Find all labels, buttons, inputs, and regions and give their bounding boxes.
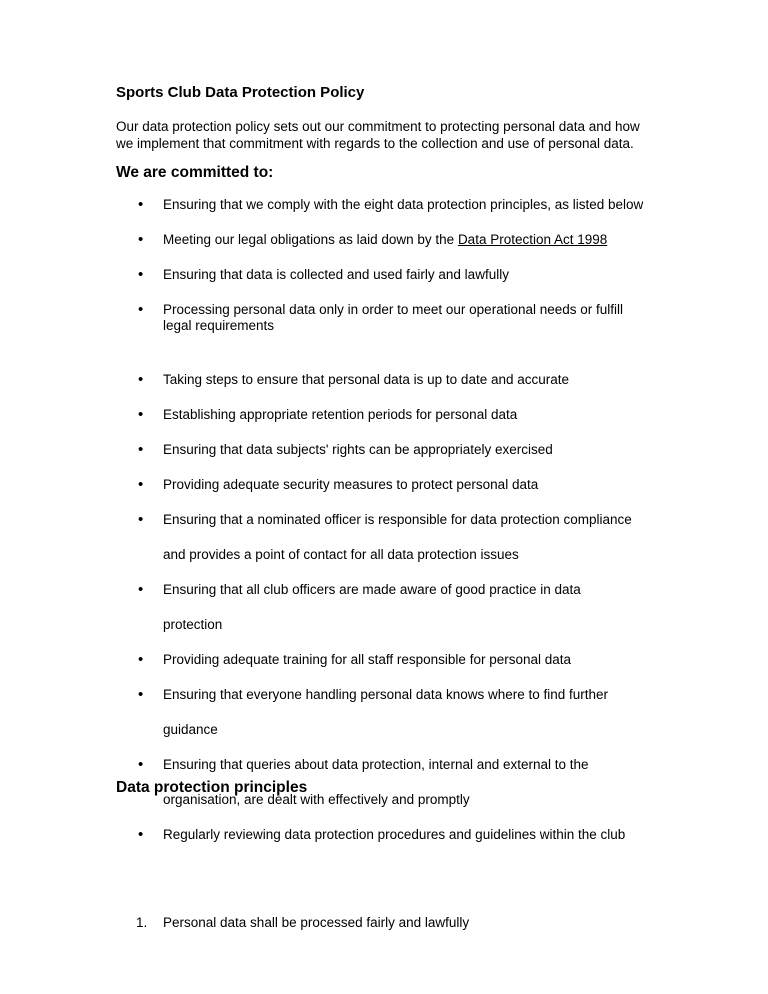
commitment-item: Processing personal data only in order to meet our operational needs or fulfill [163,302,624,317]
bullet-icon: • [138,826,144,843]
commitment-item: Ensuring that everyone handling personal data knows where to find further [163,687,609,702]
commitment-item: Establishing appropriate retention periods for personal data [163,407,518,422]
bullet-icon: • [138,196,144,213]
bullet-icon: • [138,476,144,493]
commitment-item: Ensuring that queries about data protection, internal and external to the [163,757,589,772]
bullet-icon: • [138,581,144,598]
bullet-icon: • [138,266,144,283]
data-protection-act-link[interactable]: Data Protection Act 1998 [457,232,608,247]
principle-item: Personal data shall be processed fairly and lawfully [163,915,470,930]
commitment-item: Providing adequate training for all staff responsible for personal data [163,652,572,667]
document-title: Sports Club Data Protection Policy [116,84,365,101]
commitment-item: Ensuring that data subjects' rights can be appropriately exercised [163,442,553,457]
principles-heading: Data protection principles [116,779,308,796]
bullet-icon: • [138,686,144,703]
bullet-icon: • [138,756,144,773]
commitment-item: Providing adequate security measures to protect personal data [163,477,539,492]
bullet-icon: • [138,371,144,388]
commitment-item-continuation: protection [163,617,223,632]
intro-line: Our data protection policy sets out our commitment to protecting personal data and how [116,119,640,134]
commitment-item-continuation: legal requirements [163,318,275,333]
bullet-icon: • [138,301,144,318]
commitment-item: Regularly reviewing data protection procedures and guidelines within the club [163,827,626,842]
commitment-item-continuation: guidance [163,722,218,737]
bullet-icon: • [138,651,144,668]
intro-line: we implement that commitment with regards to the collection and use of personal data. [116,136,634,151]
commitment-item: Taking steps to ensure that personal data is up to date and accurate [163,372,570,387]
commitment-item [163,231,683,248]
commitment-item: Ensuring that we comply with the eight data protection principles, as listed below [163,197,644,212]
bullet-icon: • [138,441,144,458]
commitment-item-continuation: and provides a point of contact for all data protection issues [163,547,519,562]
principle-number: 1. [136,915,148,930]
commitment-item-continuation: organisation, are dealt with effectively and promptly [163,792,470,807]
bullet-icon: • [138,511,144,528]
commitment-item: Ensuring that a nominated officer is responsible for data protection compliance [163,512,632,527]
commitments-heading: We are committed to: [116,164,274,181]
bullet-icon: • [138,231,144,248]
commitment-item: Ensuring that all club officers are made aware of good practice in data [163,582,581,597]
commitment-item: Ensuring that data is collected and used fairly and lawfully [163,267,509,282]
intro-paragraph [116,118,676,152]
commitment-item-text: Meeting our legal obligations as laid down by the [163,232,458,247]
bullet-icon: • [138,406,144,423]
